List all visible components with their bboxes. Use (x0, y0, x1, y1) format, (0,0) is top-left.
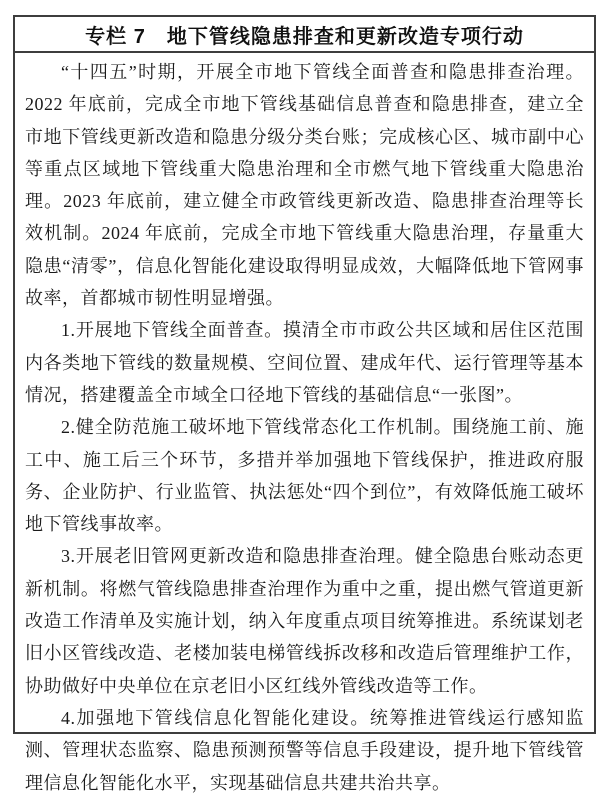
panel-title: 专栏 7 地下管线隐患排查和更新改造专项行动 (85, 25, 524, 48)
special-action-column-panel (13, 15, 596, 793)
paragraph-task-4-informatization: 4.加强地下管线信息化智能化建设。统筹推进管线运行感知监测、管理状态监察、隐患预测预警等信息手段建设，提升地下管线管理信息化智能化水平，实现基础信息共建共治共享。 (25, 707, 584, 793)
panel-title-row (15, 17, 594, 53)
paragraph-task-3-renovation: 3.开展老旧管网更新改造和隐患排查治理。健全隐患台账动态更新机制。将燃气管线隐患排查治理作为重中之重，提出燃气管道更新改造工作清单及实施计划，纳入年度重点项目统筹推进。系统谋划老旧小区管线改造、老楼加装电梯管线拆改移和改造后管理维护工作，协助做好中央单位在京老旧小区红线外管线改造等工作。 (25, 546, 584, 696)
panel-body (15, 53, 594, 799)
paragraph-task-2-construction-protection: 2.健全防范施工破坏地下管线常态化工作机制。围绕施工前、施工中、施工后三个环节，多措并举加强地下管线保护，推进政府服务、企业防护、行业监管、执法惩处“四个到位”，有效降低施工破坏地下管线事故率。 (25, 417, 584, 535)
paragraph-task-1-census: 1.开展地下管线全面普查。摸清全市市政公共区域和居住区范围内各类地下管线的数量规模、空间位置、建成年代、运行管理等基本情况，搭建覆盖全市域全口径地下管线的基础信息“一张图”。 (25, 320, 584, 405)
paragraph-overview-goals: “十四五”时期，开展全市地下管线全面普查和隐患排查治理。2022 年底前，完成全市地下管线基础信息普查和隐患排查，建立全市地下管线更新改造和隐患分级分类台账；完成核心区、城市副中心等重点区域地下管线重大隐患治理和全市燃气地下管线重大隐患治理。2023 年底前，建立健全市政管线更新改造、隐患排查治理等长效机制。2024 年底前，完成全市地下管线重大隐患治理，存量重大隐患“清零”，信息化智能化建设取得明显成效，大幅降低地下管网事故率，首都城市韧性明显增强。 (25, 62, 584, 309)
